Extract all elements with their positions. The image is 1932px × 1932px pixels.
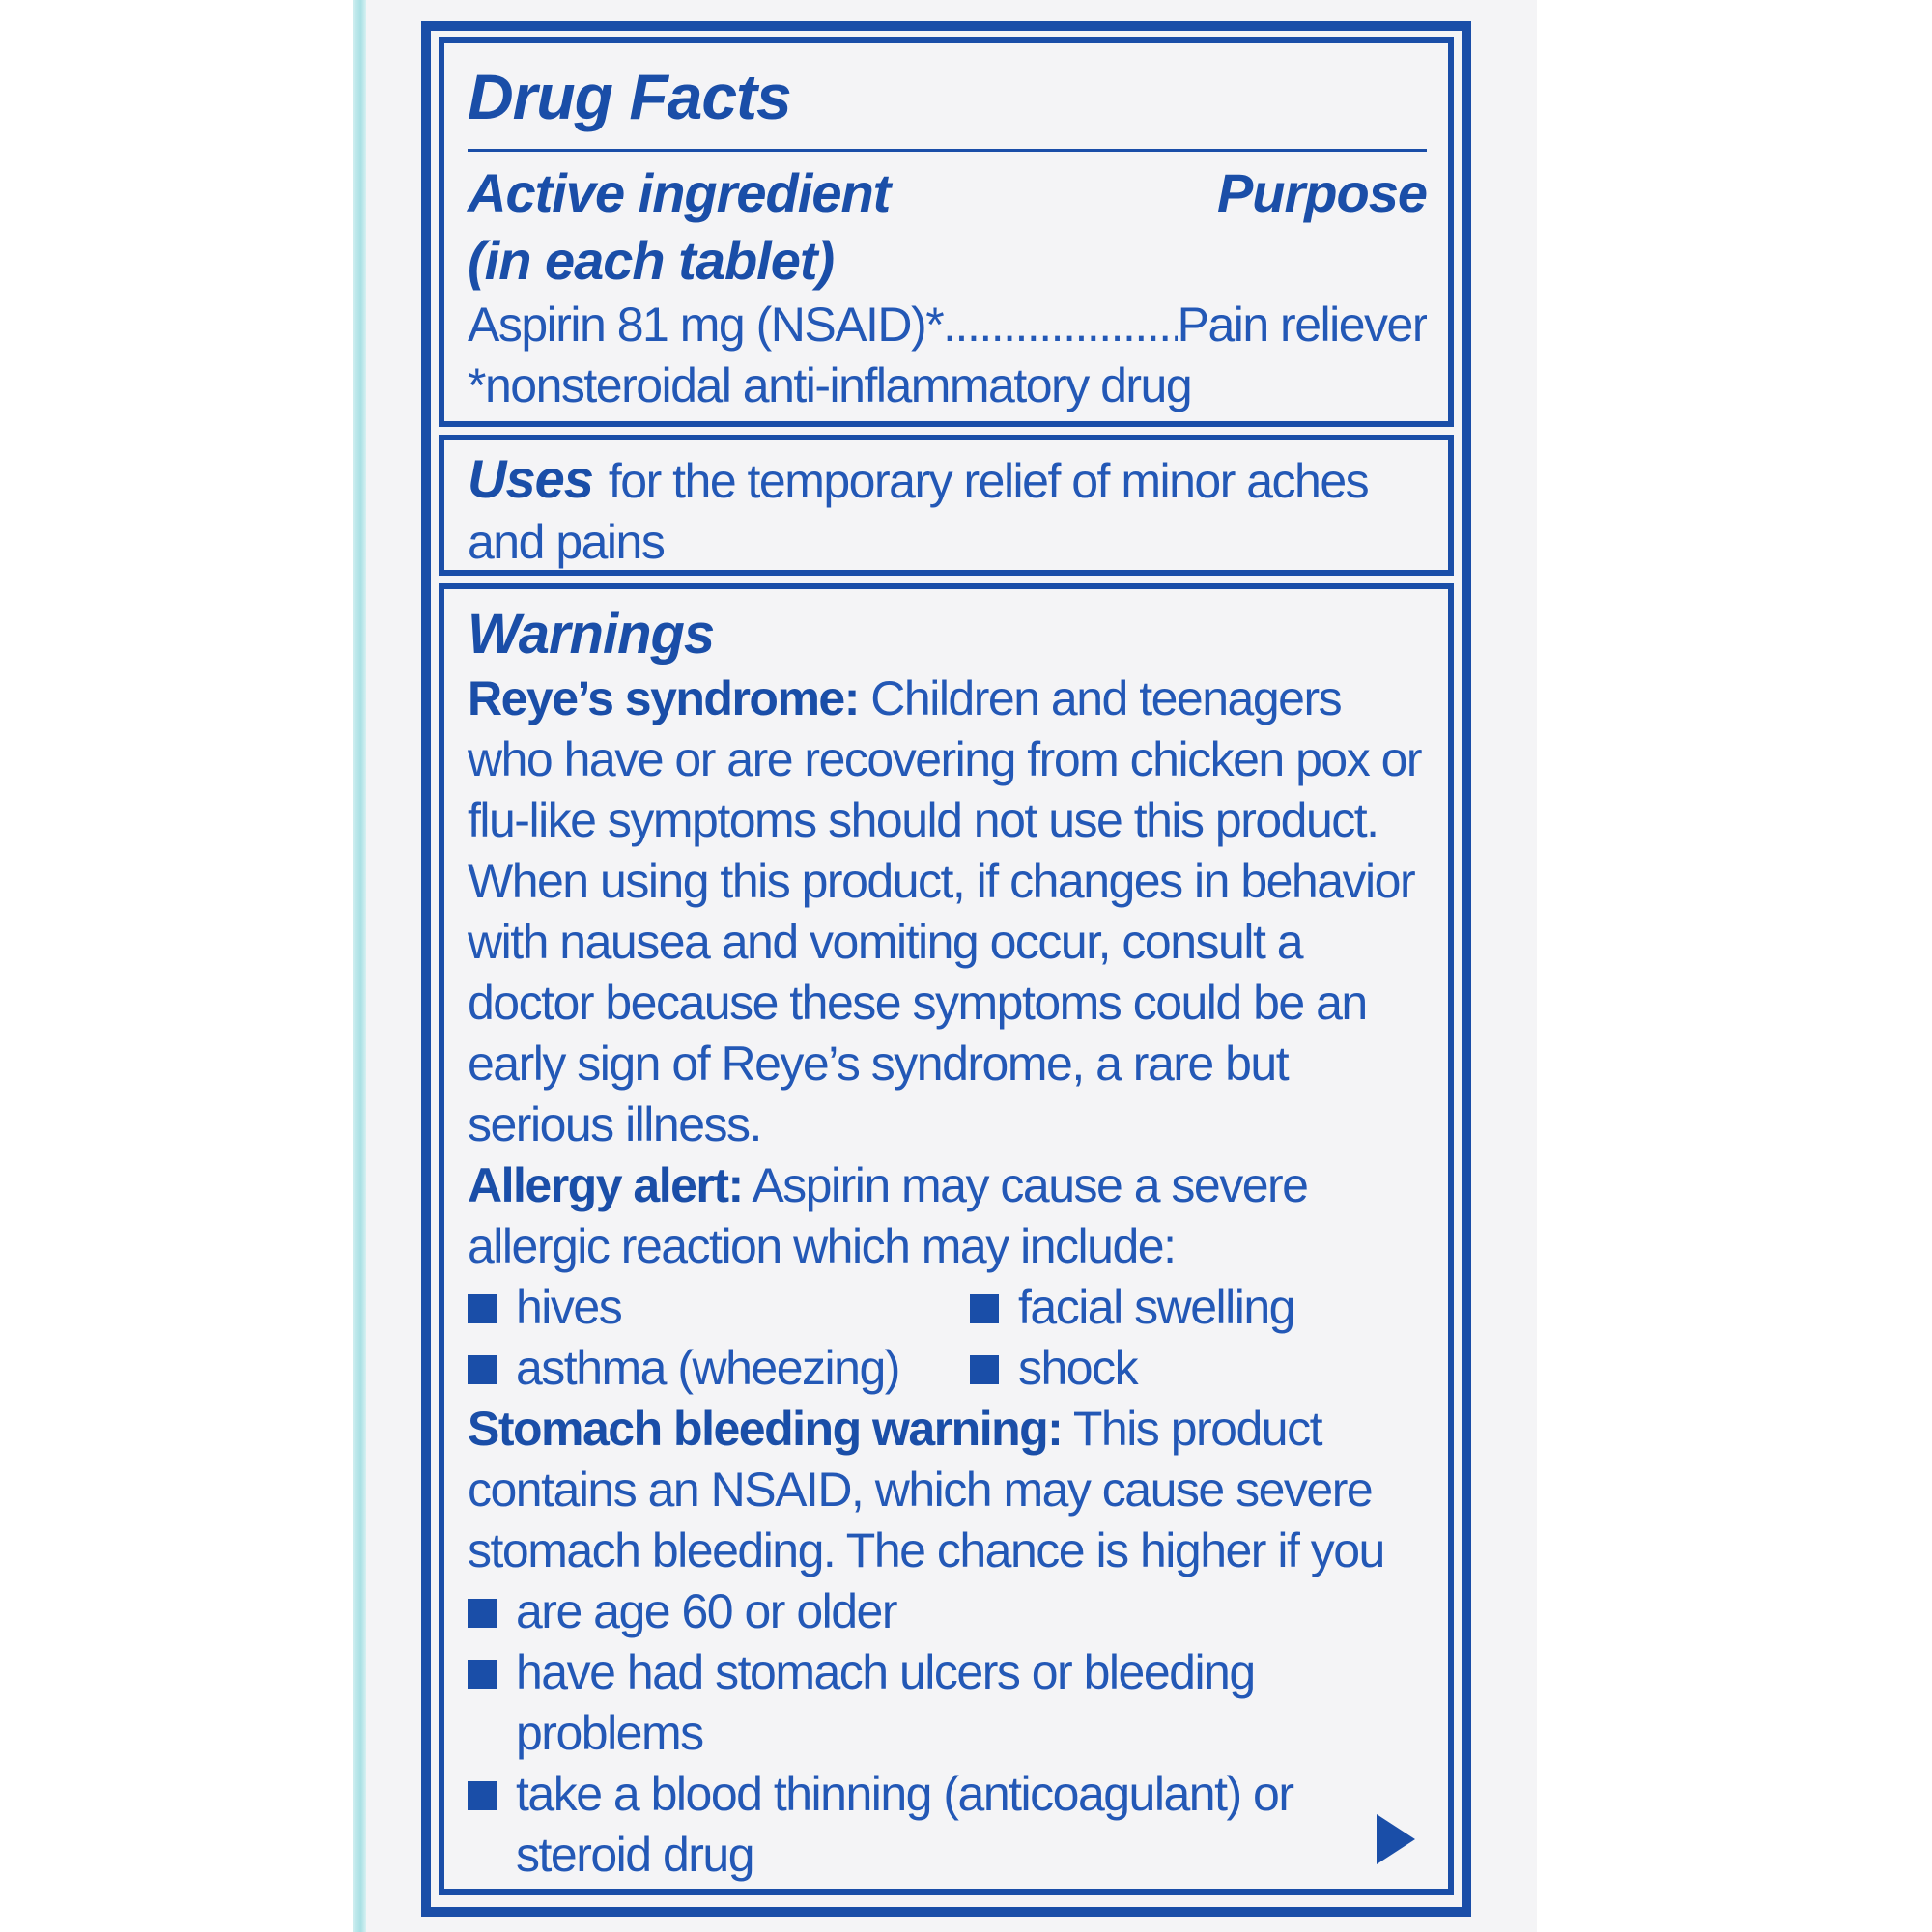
stomach-item: take a blood thinning (anticoagulant) or steroid drug bbox=[516, 1767, 1293, 1882]
stomach-item: have had stomach ulcers or bleeding problems bbox=[516, 1645, 1255, 1760]
list-item bbox=[468, 1338, 970, 1399]
reyes-syndrome-warning bbox=[468, 668, 1427, 1155]
warnings-heading: Warnings bbox=[468, 603, 715, 666]
uses-section bbox=[439, 435, 1454, 576]
stomach-lead: Stomach bleeding warning: bbox=[468, 1402, 1063, 1456]
ingredient-name: Aspirin 81 mg (NSAID)* bbox=[468, 298, 944, 352]
bullet-square-icon bbox=[468, 1355, 497, 1384]
list-item bbox=[468, 1277, 970, 1338]
reyes-text: Children and teenagers who have or are recovering from chicken pox or flu-like symptoms should not use this product. When using this product, if changes in behavior with nausea and vomiting occur, consult a doctor because these symptoms could be an early sign of Reye’s syndrome, a rare but serious illness. bbox=[468, 671, 1422, 1151]
triangle-right-icon bbox=[1377, 1814, 1415, 1864]
bullet-square-icon bbox=[468, 1660, 497, 1689]
allergy-text: Aspirin may cause a severe allergic reaction which may include: bbox=[468, 1158, 1308, 1273]
ingredient-row bbox=[468, 295, 1427, 355]
ingredient-purpose: Pain reliever bbox=[1177, 298, 1427, 352]
uses-text: for the temporary relief of minor aches and pains bbox=[468, 454, 1369, 569]
bullet-square-icon bbox=[970, 1355, 999, 1384]
list-item bbox=[970, 1338, 1427, 1399]
active-ingredient-line1: Active ingredient bbox=[468, 162, 891, 223]
uses-paragraph bbox=[468, 440, 1427, 573]
stomach-text: This product contains an NSAID, which may cause severe stomach bleeding. The chance is higher if you bbox=[468, 1402, 1384, 1577]
list-item bbox=[468, 1581, 1427, 1642]
bullet-square-icon bbox=[970, 1294, 999, 1323]
allergy-lead: Allergy alert: bbox=[468, 1158, 743, 1212]
ingredient-header-row bbox=[468, 159, 1427, 295]
stomach-list bbox=[468, 1581, 1427, 1886]
stomach-bleeding-warning bbox=[468, 1399, 1427, 1581]
title-rule bbox=[468, 149, 1427, 152]
allergy-item: shock bbox=[1018, 1341, 1138, 1395]
bullet-square-icon bbox=[468, 1599, 497, 1628]
allergy-item: facial swelling bbox=[1018, 1280, 1294, 1334]
reyes-lead: Reye’s syndrome: bbox=[468, 671, 859, 725]
leader-dots bbox=[943, 295, 1177, 355]
drug-facts-title: Drug Facts bbox=[468, 61, 791, 132]
bullet-square-icon bbox=[468, 1781, 497, 1810]
list-item bbox=[468, 1764, 1427, 1886]
allergy-item: hives bbox=[516, 1280, 622, 1334]
list-item bbox=[468, 1642, 1427, 1764]
carton-teal-edge bbox=[353, 0, 366, 1932]
allergy-list bbox=[468, 1277, 1427, 1399]
ingredient-footnote: *nonsteroidal anti-inflammatory drug bbox=[468, 358, 1192, 412]
warnings-section bbox=[439, 583, 1454, 1895]
drug-facts-panel bbox=[421, 21, 1471, 1917]
allergy-alert bbox=[468, 1155, 1427, 1277]
allergy-item: asthma (wheezing) bbox=[516, 1341, 899, 1395]
list-item bbox=[970, 1277, 1427, 1338]
active-ingredient-line2: (in each tablet) bbox=[468, 230, 835, 291]
stomach-item: are age 60 or older bbox=[516, 1584, 897, 1638]
uses-heading: Uses bbox=[468, 448, 593, 509]
active-ingredient-heading bbox=[468, 159, 1009, 295]
active-ingredient-section bbox=[439, 37, 1454, 427]
bullet-square-icon bbox=[468, 1294, 497, 1323]
purpose-heading: Purpose bbox=[1216, 162, 1427, 223]
